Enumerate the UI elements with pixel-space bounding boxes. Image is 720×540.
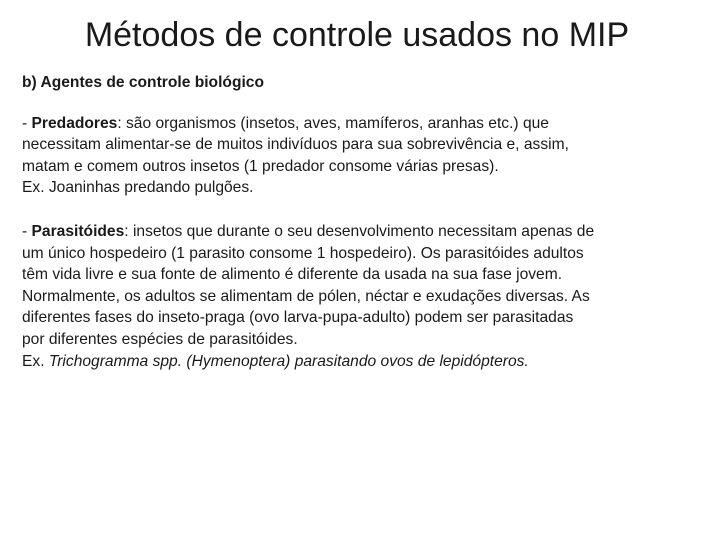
parasitoides-term: Parasitóides [31, 222, 125, 240]
parasitoides-prefix: - [22, 222, 32, 240]
predadores-example: Ex. Joaninhas predando pulgões. [22, 179, 254, 197]
predadores-paragraph [22, 113, 694, 199]
parasitoides-paragraph [22, 221, 694, 372]
parasitoides-example-prefix: Ex. [22, 352, 49, 370]
parasitoides-line-2: um único hospedeiro (1 parasito consome 1 hospedeiro). Os parasitóides adultos [22, 244, 584, 262]
predadores-text-1: : são organismos (insetos, aves, mamíferos, aranhas etc.) que [117, 114, 549, 132]
parasitoides-example [22, 351, 694, 373]
parasitoides-line-1 [22, 221, 694, 243]
slide-title: Métodos de controle usados no MIP [84, 16, 630, 54]
slide-content [22, 72, 694, 394]
predadores-line-1 [22, 113, 694, 135]
parasitoides-line-3: têm vida livre e sua fonte de alimento é diferente da usada na sua fase jovem. [22, 266, 563, 284]
predadores-line-2: necessitam alimentar-se de muitos indivíduos para sua sobrevivência e, assim, [22, 136, 569, 154]
predadores-prefix: - [22, 114, 32, 132]
parasitoides-line-6: por diferentes espécies de parasitóides. [22, 330, 298, 348]
parasitoides-line-5: diferentes fases do inseto-praga (ovo larva-pupa-adulto) podem ser parasitadas [22, 309, 574, 327]
parasitoides-text-1: : insetos que durante o seu desenvolvimento necessitam apenas de [124, 222, 595, 240]
section-subtitle: b) Agentes de controle biológico [22, 74, 264, 91]
predadores-term: Predadores [31, 114, 118, 132]
predadores-line-3: matam e comem outros insetos (1 predador consome várias presas). [22, 157, 499, 175]
parasitoides-example-italic: Trichogramma spp. (Hymenoptera) parasitando ovos de lepidópteros. [48, 352, 529, 370]
parasitoides-line-4: Normalmente, os adultos se alimentam de pólen, néctar e exudações diversas. As [22, 287, 590, 305]
